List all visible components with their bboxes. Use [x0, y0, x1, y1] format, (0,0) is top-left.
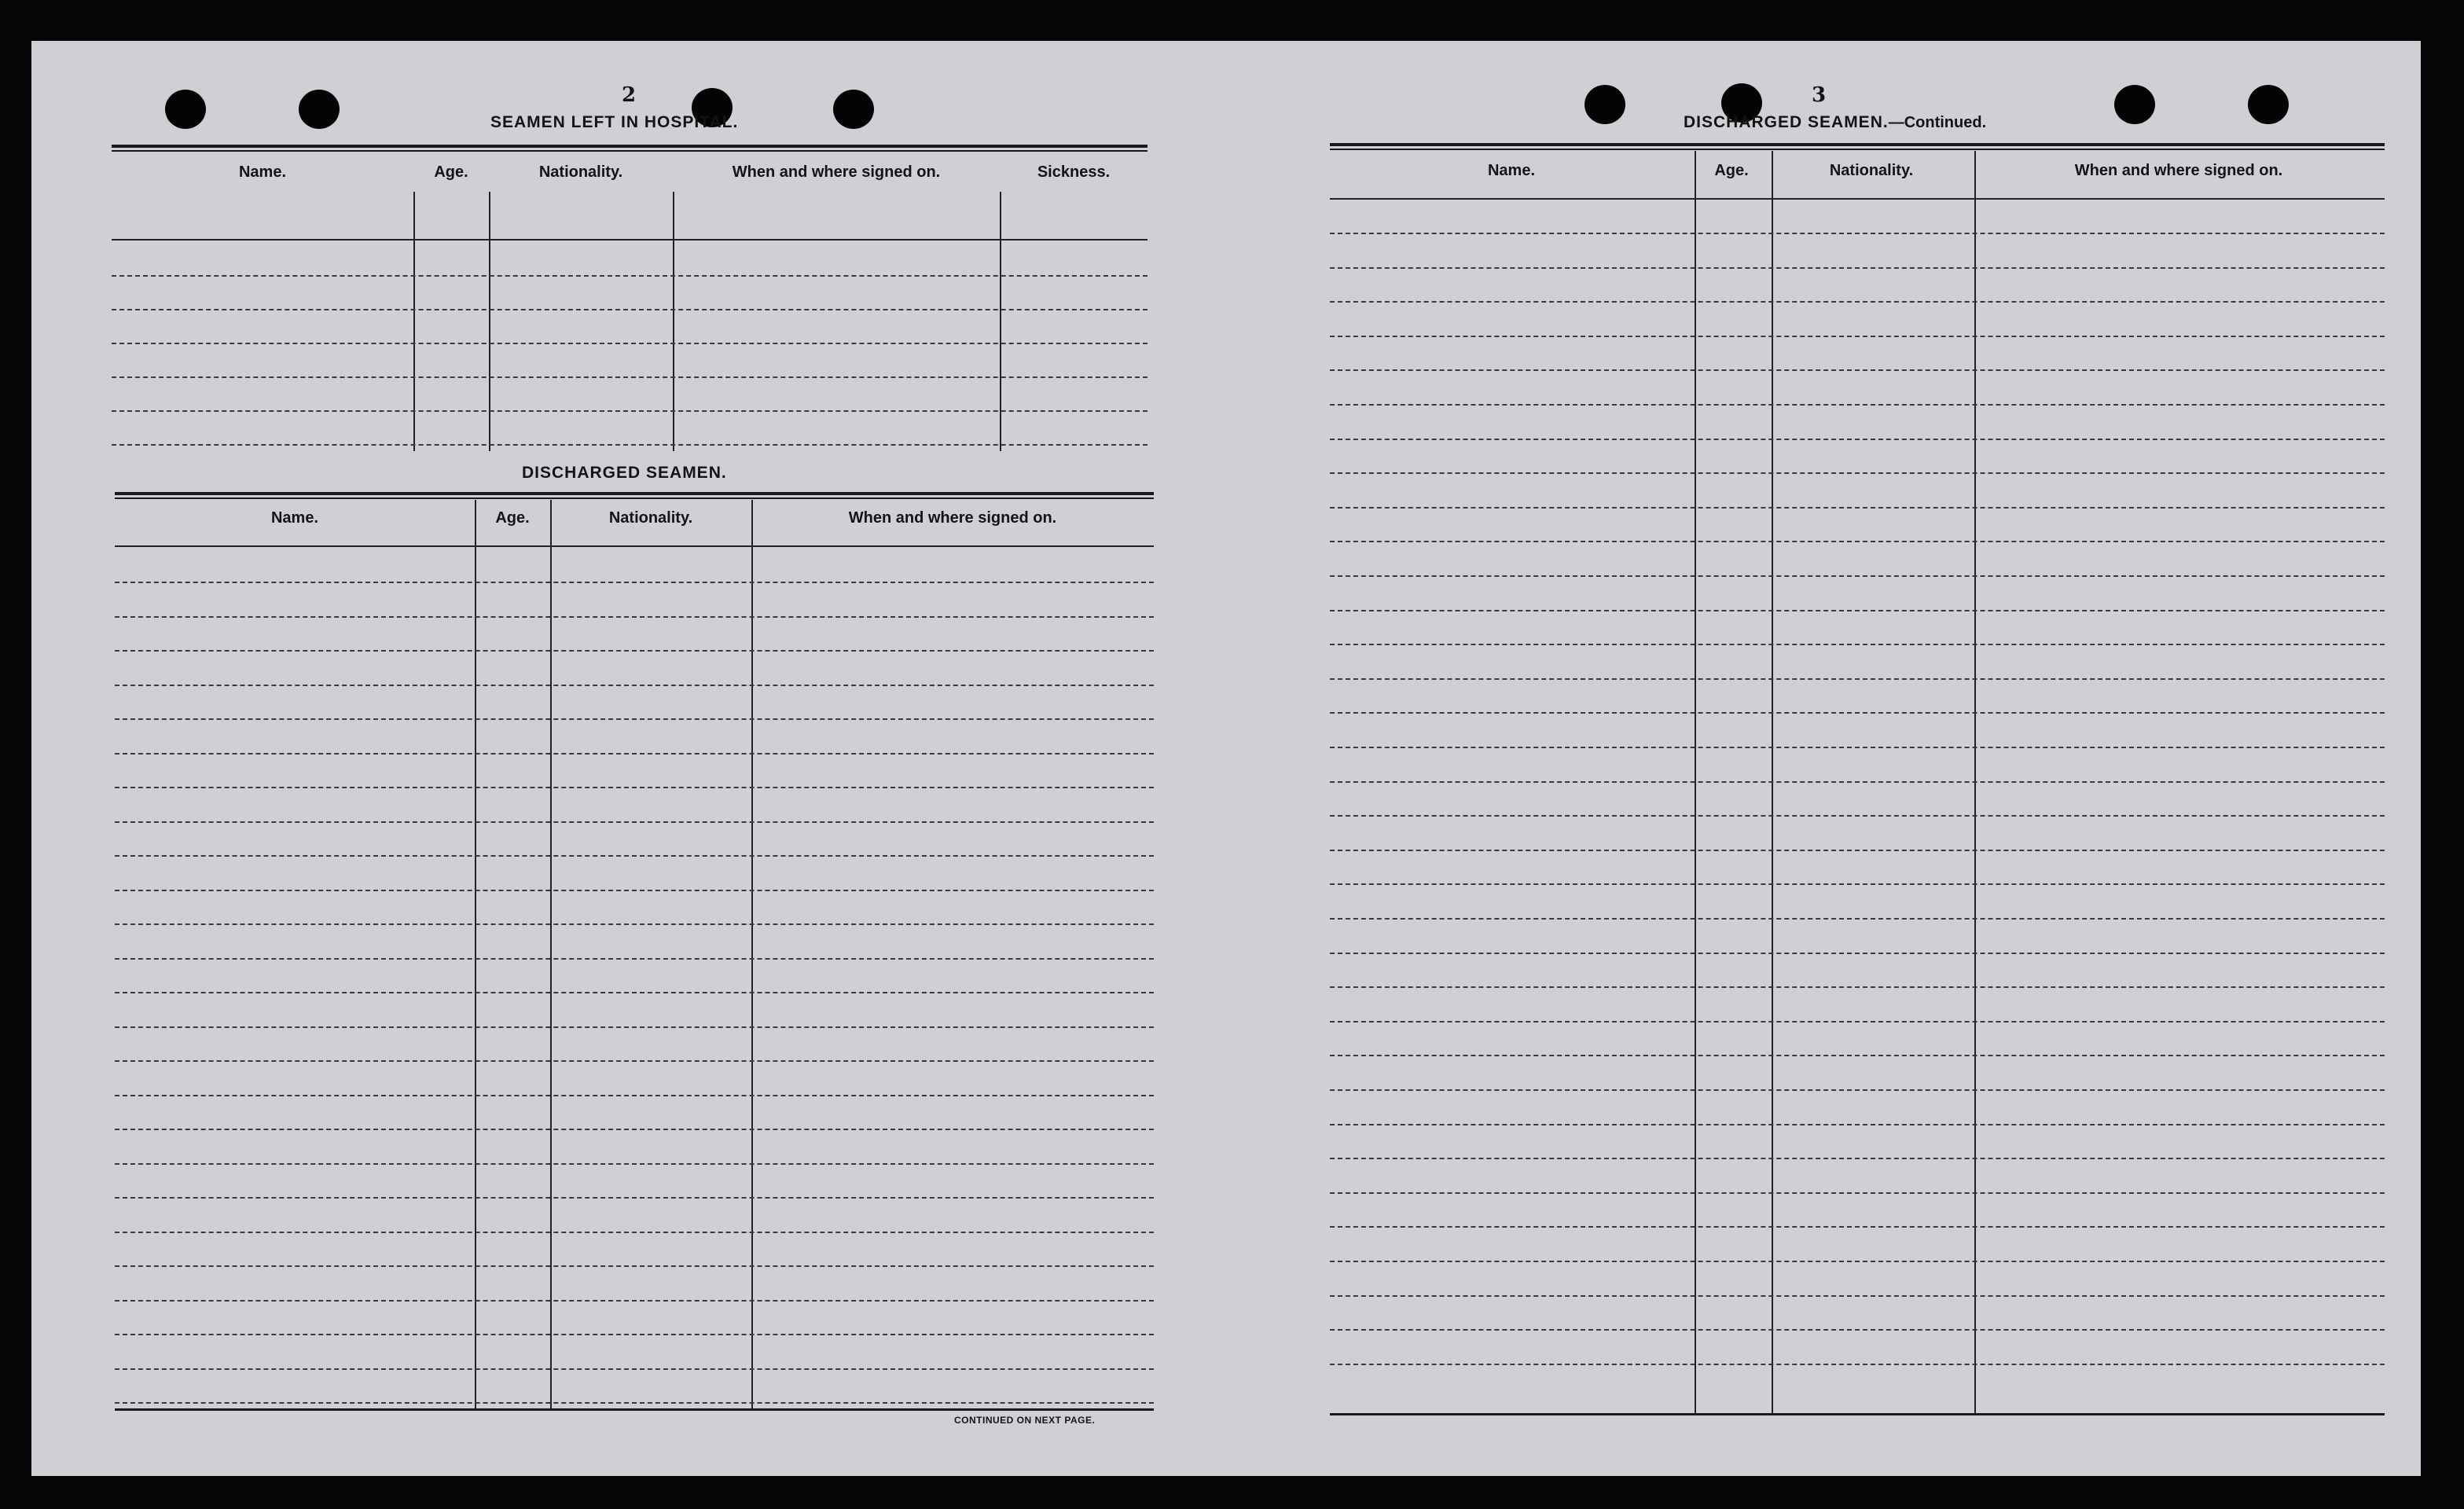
entry-row-line: [1330, 986, 2385, 988]
entry-row-line: [1330, 815, 2385, 817]
section-title-suffix: —Continued.: [1888, 114, 1987, 131]
entry-row-line: [1330, 404, 2385, 406]
discharged-table: [115, 492, 1154, 1412]
entry-row-line: [1330, 267, 2385, 269]
document-sheet: [31, 41, 2421, 1476]
column-header-age: Age.: [495, 509, 530, 527]
entry-row-line: [1330, 1329, 2385, 1331]
entry-row-line: [115, 958, 1154, 960]
page-number: 2: [621, 83, 637, 107]
entry-row-line: [1330, 1124, 2385, 1125]
entry-row-line: [115, 1197, 1154, 1199]
column-header-name: Name.: [270, 509, 319, 527]
column-header-nationality: Nationality.: [538, 163, 623, 181]
entry-row-line: [1330, 507, 2385, 509]
entry-row-line: [115, 787, 1154, 788]
column-header-name: Name.: [1487, 162, 1536, 179]
entry-row-line: [1330, 883, 2385, 885]
entry-row-line: [112, 444, 1148, 446]
entry-row-line: [1330, 1158, 2385, 1159]
column-header-name: Name.: [238, 163, 287, 181]
entry-row-line: [1330, 1226, 2385, 1228]
entry-row-line: [115, 1232, 1154, 1233]
entry-row-line: [115, 992, 1154, 993]
entry-row-line: [1330, 472, 2385, 474]
entry-row-line: [115, 890, 1154, 891]
column-header-age: Age.: [1714, 162, 1749, 179]
entry-row-line: [1330, 575, 2385, 577]
column-header-signed-on: When and where signed on.: [2074, 162, 2283, 179]
entry-row-line: [112, 343, 1148, 344]
entry-row-line: [115, 1095, 1154, 1096]
entry-row-line: [115, 855, 1154, 857]
continued-note: CONTINUED ON NEXT PAGE.: [954, 1415, 1096, 1426]
entry-row-line: [1330, 747, 2385, 748]
entry-row-line: [1330, 1364, 2385, 1365]
entry-row-line: [1330, 1261, 2385, 1262]
section-title-text: DISCHARGED SEAMEN.: [1684, 113, 1889, 131]
entry-row-line: [1330, 301, 2385, 303]
entry-row-line: [1330, 850, 2385, 851]
entry-row-line: [1330, 781, 2385, 783]
entry-row-line: [112, 275, 1148, 277]
entry-row-line: [115, 1402, 1154, 1404]
entry-row-line: [1330, 644, 2385, 645]
entry-row-line: [115, 1163, 1154, 1165]
entry-row-line: [1330, 712, 2385, 714]
entry-row-line: [1330, 439, 2385, 440]
entry-row-line: [115, 753, 1154, 754]
right-page: [1226, 41, 2421, 1476]
hospital-table: [112, 145, 1148, 459]
entry-row-line: [115, 1026, 1154, 1028]
entry-row-line: [1330, 1089, 2385, 1091]
hospital-section-title: SEAMEN LEFT IN HOSPITAL.: [490, 113, 739, 131]
entry-row-line: [112, 309, 1148, 310]
entry-row-line: [1330, 541, 2385, 542]
entry-row-line: [115, 650, 1154, 652]
entry-row-line: [115, 1334, 1154, 1335]
entry-row-line: [1330, 1021, 2385, 1023]
entry-row-line: [1330, 953, 2385, 954]
column-header-age: Age.: [434, 163, 468, 181]
entry-row-line: [115, 923, 1154, 925]
entry-row-line: [1330, 678, 2385, 680]
column-header-nationality: Nationality.: [1829, 162, 1914, 179]
column-header-sickness: Sickness.: [1037, 163, 1111, 181]
entry-row-line: [115, 1060, 1154, 1062]
discharged-section-title: DISCHARGED SEAMEN.: [522, 464, 727, 482]
entry-row-line: [1330, 336, 2385, 337]
column-header-nationality: Nationality.: [608, 509, 693, 527]
discharged-continued-table: [1330, 143, 2385, 1415]
column-header-signed-on: When and where signed on.: [732, 163, 941, 181]
entry-row-line: [115, 1300, 1154, 1302]
entry-row-line: [112, 410, 1148, 412]
entry-row-line: [115, 1265, 1154, 1267]
left-page: [31, 41, 1226, 1476]
entry-row-line: [115, 616, 1154, 618]
entry-row-line: [1330, 1055, 2385, 1056]
entry-row-line: [1330, 1192, 2385, 1194]
discharged-continued-title: [1684, 113, 1986, 132]
entry-row-line: [115, 821, 1154, 823]
entry-row-line: [112, 376, 1148, 378]
column-header-signed-on: When and where signed on.: [848, 509, 1057, 527]
entry-row-line: [1330, 1295, 2385, 1297]
entry-row-line: [1330, 610, 2385, 611]
entry-row-line: [115, 685, 1154, 686]
entry-row-line: [115, 582, 1154, 583]
entry-row-line: [1330, 918, 2385, 920]
entry-row-line: [115, 718, 1154, 720]
entry-row-line: [1330, 233, 2385, 234]
entry-row-line: [1330, 369, 2385, 371]
page-number: 3: [1811, 83, 1827, 107]
entry-row-line: [115, 1129, 1154, 1130]
entry-row-line: [115, 1368, 1154, 1370]
